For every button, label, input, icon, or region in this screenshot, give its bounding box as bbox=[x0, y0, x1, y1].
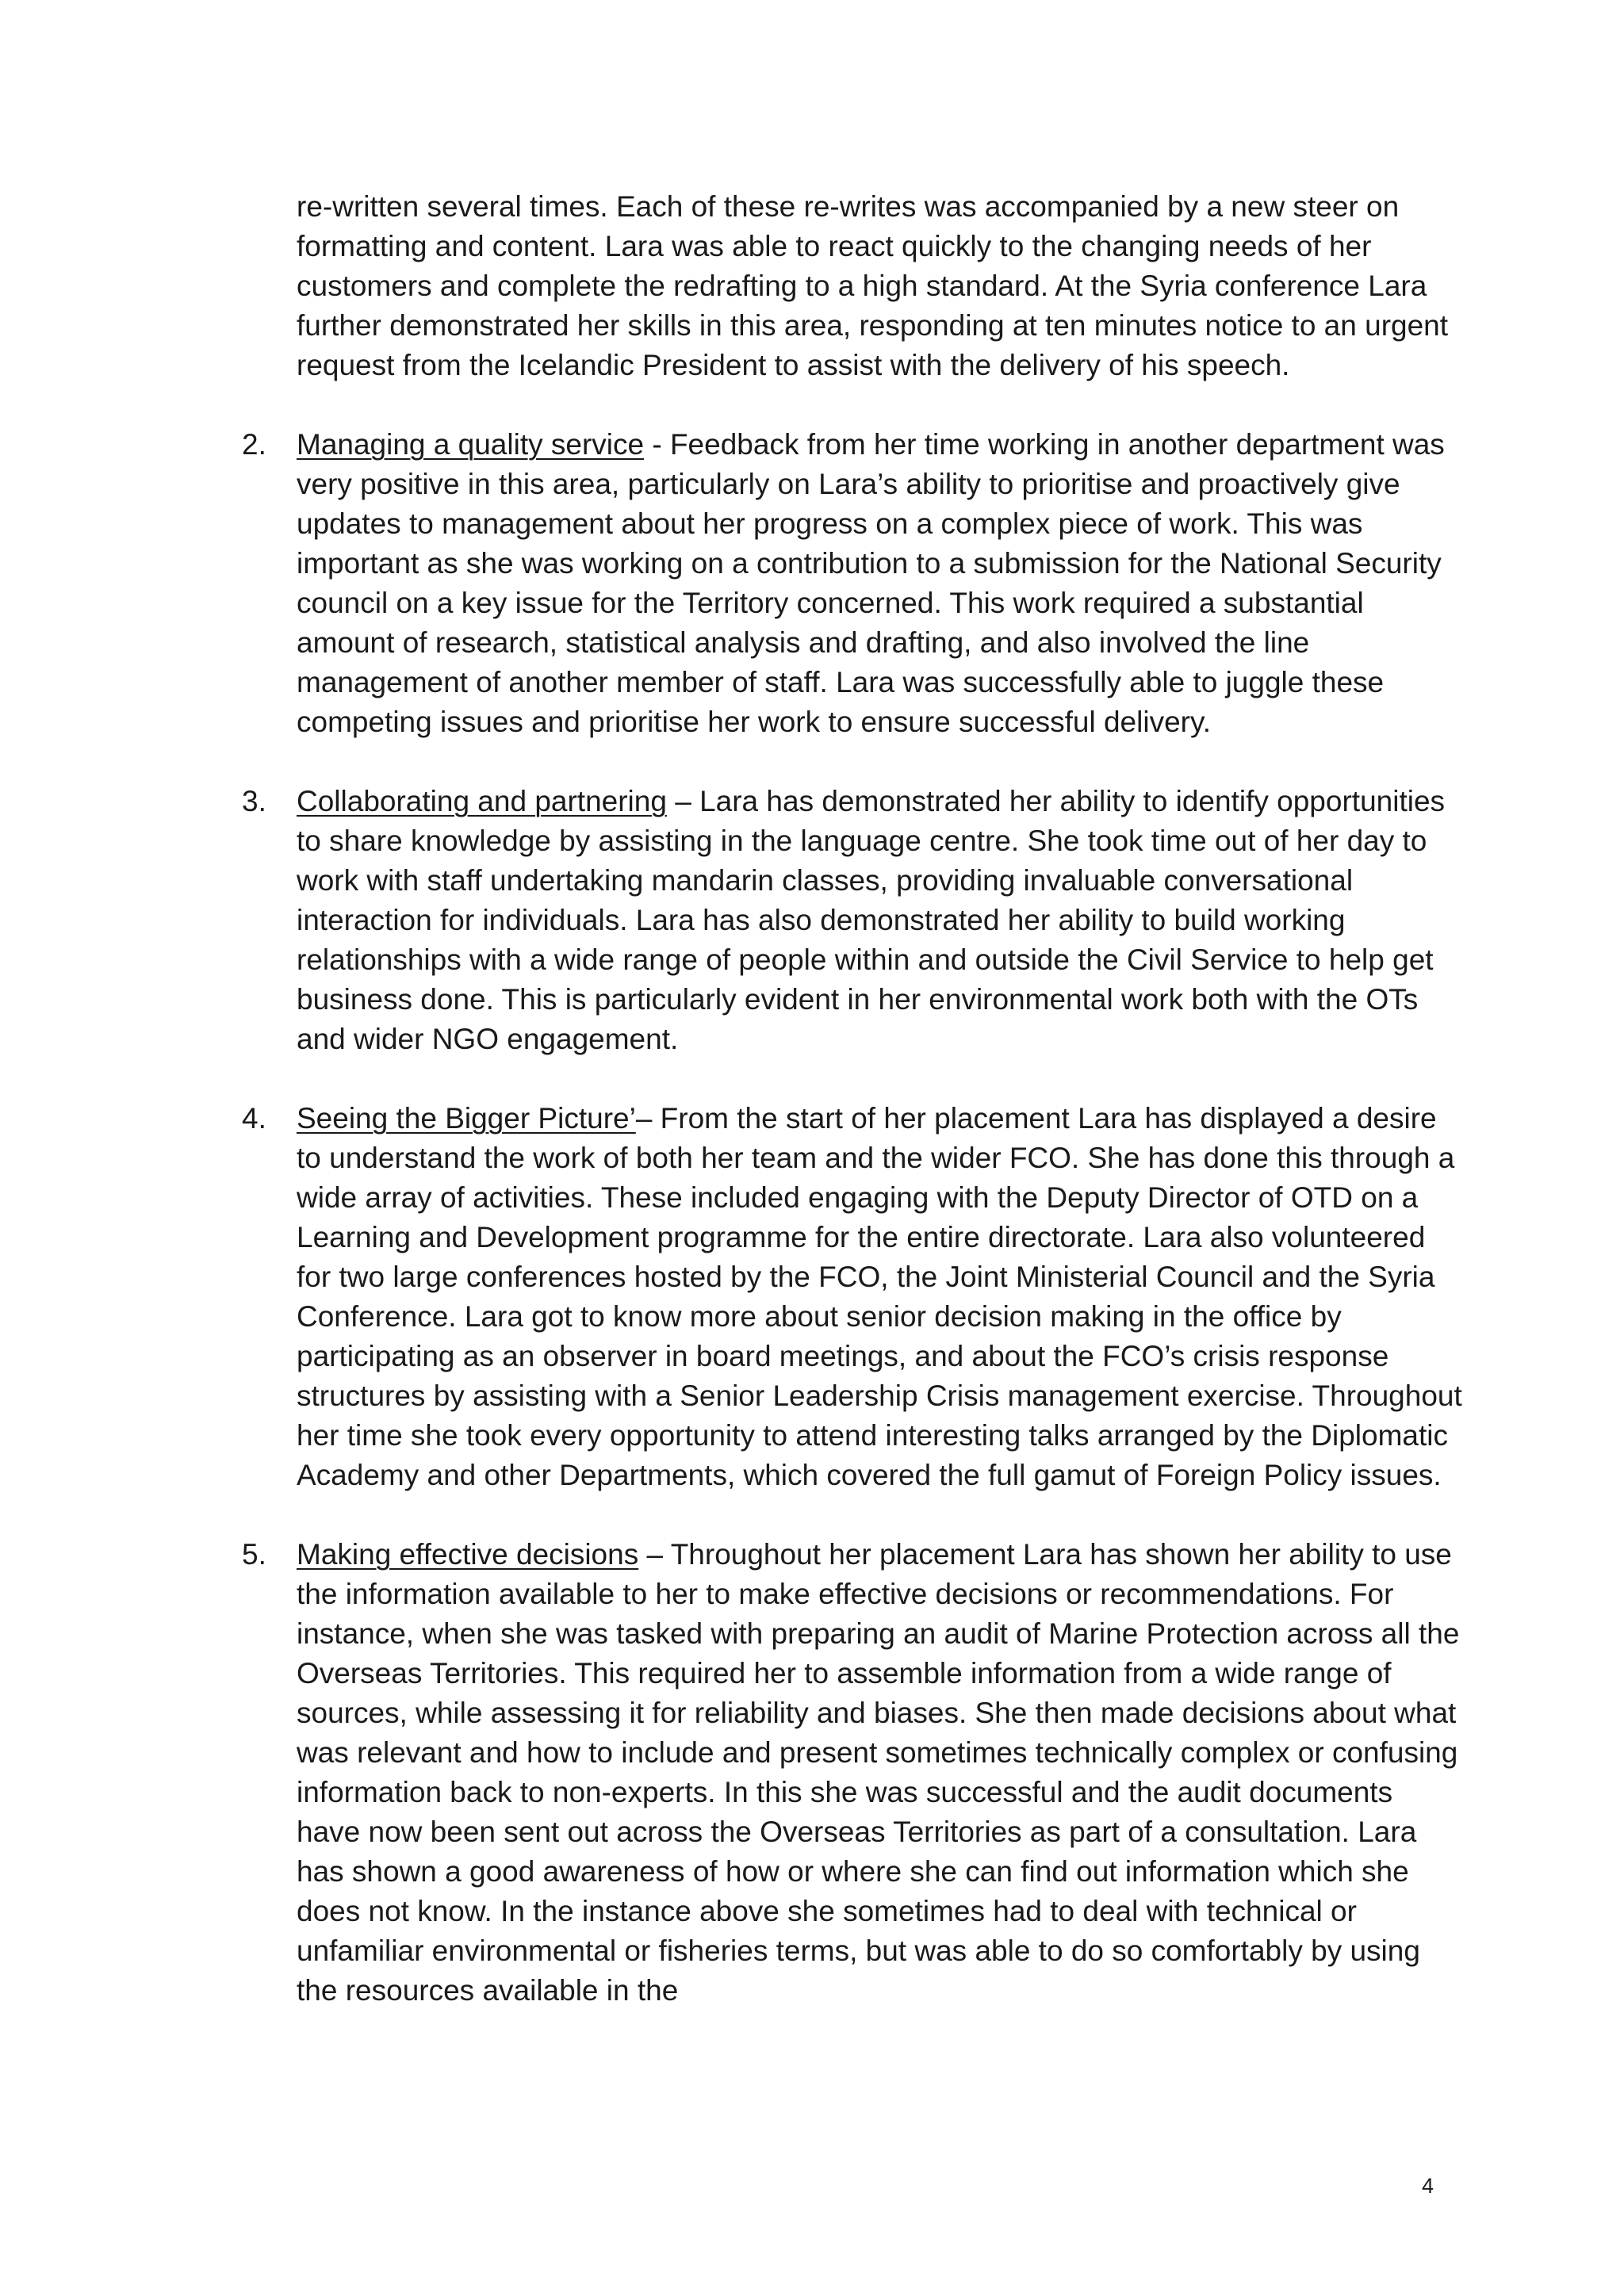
list-item-text: – Lara has demonstrated her ability to identify opportunities to share knowledge by assisting in the language centre. She took time out of her day to work with staff undertaking mandarin classes, providing invaluable conversational interaction for individuals. Lara has also demonstrated her ability to build working relationships with a wide range of people within and outside the Civil Service to help get business done. This is particularly evident in her environmental work both with the OTs and wider NGO engagement. bbox=[297, 785, 1446, 1055]
list-item-heading: Collaborating and partnering bbox=[297, 785, 667, 817]
page-number: 4 bbox=[1421, 2174, 1434, 2198]
list-item-number: 3. bbox=[242, 785, 266, 817]
list-item-body bbox=[242, 1099, 1463, 1495]
list-item-body bbox=[242, 425, 1463, 742]
list-item-text: - Feedback from her time working in another department was very positive in this area, particularly on Lara’s ability to prioritise and proactively give updates to management about her progress on a complex piece of work. This was important as she was working on a contribution to a submission for the National Security council on a key issue for the Territory concerned. This work required a substantial amount of research, statistical analysis and drafting, and also involved the line management of another member of staff. Lara was successfully able to juggle these competing issues and prioritise her work to ensure successful delivery. bbox=[297, 428, 1445, 738]
continuation-paragraph: re-written several times. Each of these re-writes was accompanied by a new steer on formatting and content. Lara was able to react quickly to the changing needs of her customers and complete the redrafting to a high standard. At the Syria conference Lara further demonstrated her skills in this area, responding at ten minutes notice to an urgent request from the Icelandic President to assist with the delivery of his speech. bbox=[297, 190, 1449, 381]
list-item-number: 2. bbox=[242, 428, 266, 461]
list-item bbox=[242, 1099, 1463, 1495]
page-body bbox=[242, 187, 1463, 2011]
list-item-heading: Making effective decisions bbox=[297, 1538, 639, 1571]
list-item-heading: Seeing the Bigger Picture’ bbox=[297, 1102, 636, 1135]
list-item-text: – From the start of her placement Lara has displayed a desire to understand the work of both her team and the wider FCO. She has done this through a wide array of activities. These included engaging with the Deputy Director of OTD on a Learning and Development programme for the entire directorate. Lara also volunteered for two large conferences hosted by the FCO, the Joint Ministerial Council and the Syria Conference. Lara got to know more about senior decision making in the office by participating as an observer in board meetings, and about the FCO’s crisis response structures by assisting with a Senior Leadership Crisis management exercise. Throughout her time she took every opportunity to attend interesting talks arranged by the Diplomatic Academy and other Departments, which covered the full gamut of Foreign Policy issues. bbox=[297, 1102, 1462, 1491]
list-item-number: 4. bbox=[242, 1102, 266, 1135]
list-item bbox=[242, 782, 1463, 1059]
list-item-heading: Managing a quality service bbox=[297, 428, 645, 461]
list-item-body bbox=[242, 1535, 1463, 2011]
list-item bbox=[242, 425, 1463, 742]
list-item bbox=[242, 1535, 1463, 2011]
list-item-body bbox=[242, 782, 1463, 1059]
list-item-text: – Throughout her placement Lara has shown her ability to use the information available to her to make effective decisions or recommendations. For instance, when she was tasked with preparing an audit of Marine Protection across all the Overseas Territories. This required her to assemble information from a wide range of sources, while assessing it for reliability and biases. She then made decisions about what was relevant and how to include and present sometimes technically complex or confusing information back to non-experts. In this she was successful and the audit documents have now been sent out across the Overseas Territories as part of a consultation. Lara has shown a good awareness of how or where she can find out information which she does not know. In the instance above she sometimes had to deal with technical or unfamiliar environmental or fisheries terms, but was able to do so comfortably by using the resources available in the bbox=[297, 1538, 1460, 2007]
list-item-number: 5. bbox=[242, 1538, 266, 1571]
